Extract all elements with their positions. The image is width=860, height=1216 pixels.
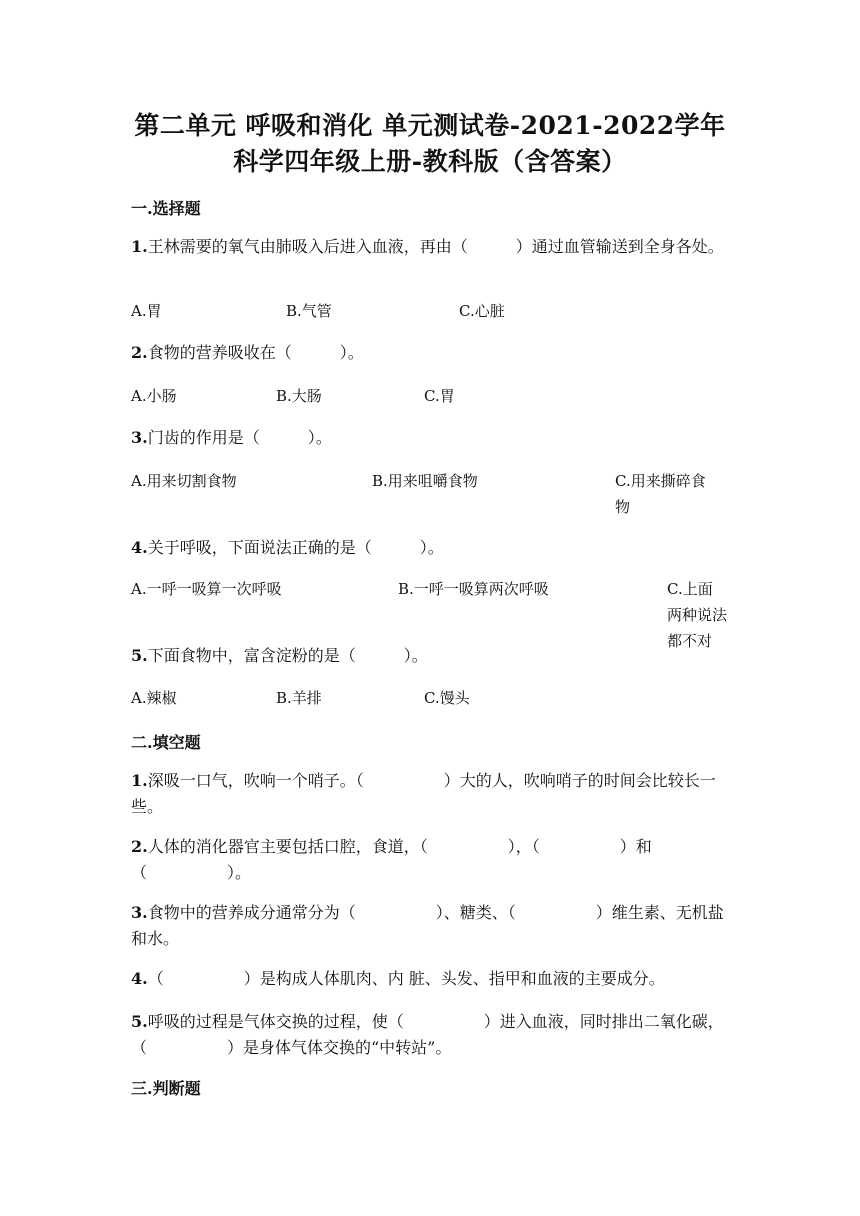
option-b: B.一呼一吸算两次呼吸 bbox=[398, 580, 549, 598]
question-text: （ ）是构成人体肌肉、内 脏、头发、指甲和血液的主要成分。 bbox=[147, 969, 665, 988]
option-c: C.馒头 bbox=[424, 689, 470, 707]
section-heading-fill: 二.填空题 bbox=[131, 733, 201, 752]
question-number: 2. bbox=[131, 343, 148, 362]
option-a: A.胃 bbox=[131, 302, 162, 320]
question-item bbox=[131, 966, 731, 992]
question-number: 5. bbox=[131, 1012, 148, 1031]
question-number: 5. bbox=[131, 646, 148, 665]
page-title-line2: 科学四年级上册-教科版（含答案） bbox=[233, 147, 627, 176]
question-item bbox=[131, 425, 731, 451]
option-a: A.一呼一吸算一次呼吸 bbox=[131, 580, 282, 598]
question-text: 食物的营养吸收在（ ）。 bbox=[147, 343, 364, 362]
question-number: 2. bbox=[131, 837, 148, 856]
page-title-line1: 第二单元 呼吸和消化 单元测试卷-2021-2022学年 bbox=[134, 111, 726, 140]
question-number: 4. bbox=[131, 538, 148, 557]
question-text: 下面食物中，富含淀粉的是（ ）。 bbox=[147, 646, 428, 665]
question-text: 门齿的作用是（ ）。 bbox=[147, 428, 332, 447]
option-b: B.羊排 bbox=[276, 689, 322, 707]
option-a: A.辣椒 bbox=[131, 689, 177, 707]
question-item bbox=[131, 1009, 731, 1061]
question-item bbox=[131, 768, 731, 820]
question-text: 关于呼吸，下面说法正确的是（ ）。 bbox=[147, 538, 444, 557]
question-number: 1. bbox=[131, 237, 148, 256]
options-row bbox=[131, 576, 731, 650]
option-c: C.胃 bbox=[424, 387, 455, 405]
question-text: 王林需要的氧气由肺吸入后进入血液，再由（ ）通过血管输送到全身各处。 bbox=[147, 237, 724, 256]
question-item bbox=[131, 900, 731, 952]
option-c: C.上面两种说法都不对 bbox=[667, 580, 728, 650]
option-a: A.用来切割食物 bbox=[131, 472, 237, 490]
question-item bbox=[131, 234, 731, 260]
option-b: B.用来咀嚼食物 bbox=[372, 472, 478, 490]
option-b: B.大肠 bbox=[276, 387, 322, 405]
option-b: B.气管 bbox=[286, 302, 332, 320]
question-number: 3. bbox=[131, 903, 148, 922]
section-heading-judge: 三.判断题 bbox=[131, 1079, 201, 1098]
question-item bbox=[131, 535, 731, 561]
question-number: 4. bbox=[131, 969, 148, 988]
question-text: 呼吸的过程是气体交换的过程，使（ ）进入血液，同时排出二氧化碳，（ ）是身体气体交换的“中转站”。 bbox=[131, 1012, 724, 1057]
question-item bbox=[131, 834, 731, 886]
question-text: 深吸一口气，吹响一个哨子。（ ）大的人，吹响哨子的时间会比较长一些。 bbox=[131, 771, 716, 816]
question-text: 人体的消化器官主要包括口腔，食道，（ ），（ ）和（ ）。 bbox=[131, 837, 652, 882]
question-item bbox=[131, 340, 731, 366]
option-c: C.心脏 bbox=[459, 302, 505, 320]
option-a: A.小肠 bbox=[131, 387, 177, 405]
option-c: C.用来撕碎食物 bbox=[615, 472, 706, 516]
question-number: 3. bbox=[131, 428, 148, 447]
question-text: 食物中的营养成分通常分为（ ）、糖类、（ ）维生素、无机盐和水。 bbox=[131, 903, 724, 948]
question-item bbox=[131, 643, 731, 669]
section-heading-choice: 一.选择题 bbox=[131, 199, 201, 218]
question-number: 1. bbox=[131, 771, 148, 790]
options-row bbox=[131, 468, 731, 520]
